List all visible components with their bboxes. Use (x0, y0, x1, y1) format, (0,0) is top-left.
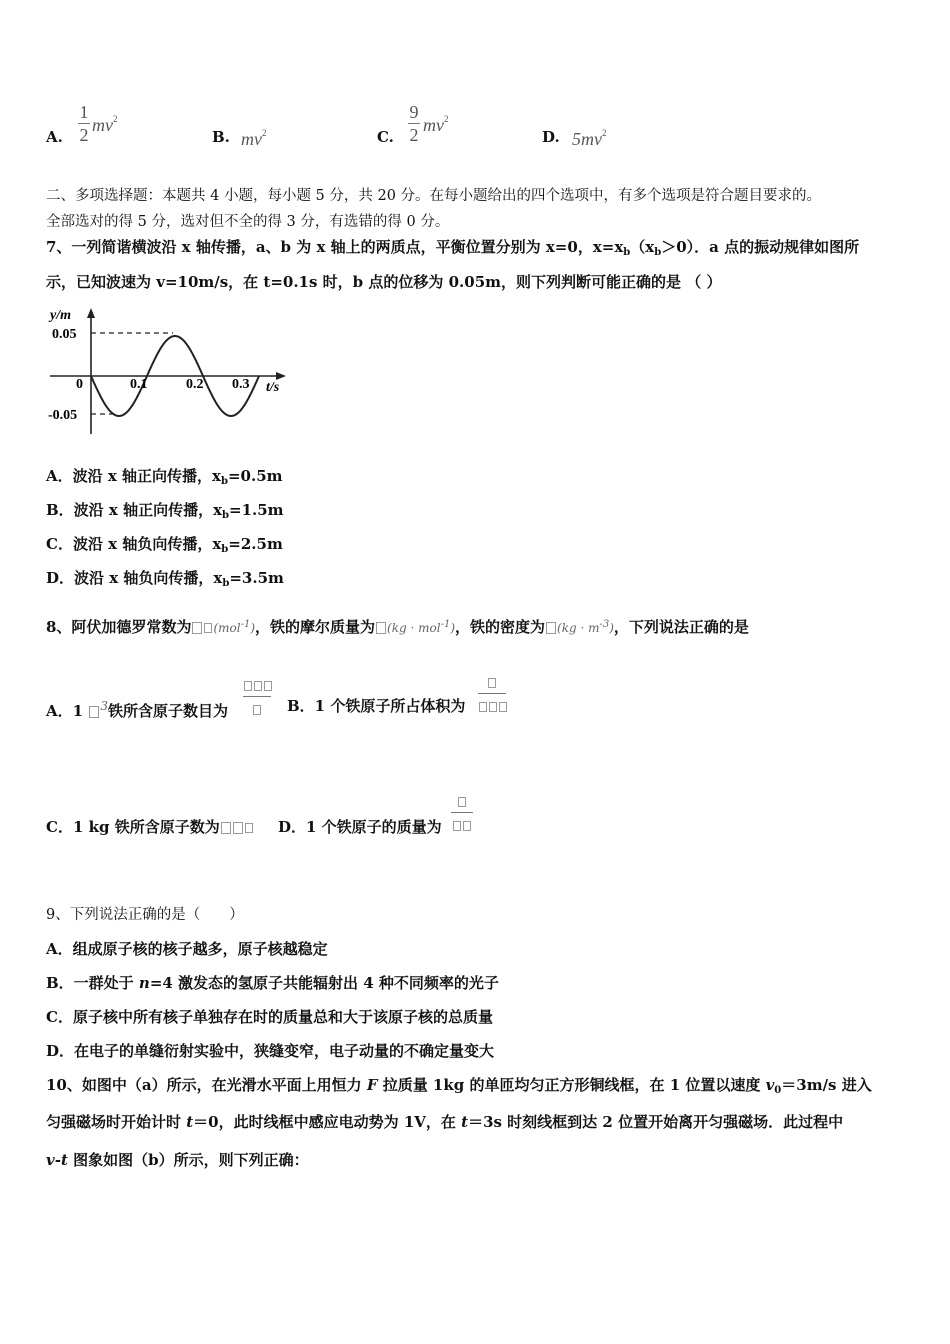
q10-line1: 10、如图中（a）所示，在光滑水平面上用恒力 F 拉质量 1kg 的单匝均匀正方形铜线框，在 1 位置以速度 $v_0=3m/s$ 进入 (46, 1076, 872, 1096)
q9-option-c: C．原子核中所有核子单独存在时的质量总和大于该原子核的总质量 (46, 1008, 493, 1026)
q9-option-a: A．组成原子核的核子越多，原子核越稳定 (46, 940, 328, 958)
q8-stem: 8、阿伏加德罗常数为 (mol$^{-1}$)，铁的摩尔质量为 (kg · mol$^{-1}$)，铁的密度为 $(kg \cdot m^{-3})$，下列说法正确的是 (46, 618, 749, 636)
q7-option-b: B．波沿 x 轴正向传播，$x_b=1.5m$ (46, 501, 284, 521)
q6-option-b-letter: B. (212, 128, 230, 146)
q9-option-d: D．在电子的单缝衍射实验中，狭缝变窄，电子动量的不确定量变大 (46, 1042, 495, 1060)
q6-option-d-expr: $5mv^2$ (572, 128, 607, 149)
q8-option-d: D．1 个铁原子的质量为 (278, 818, 442, 836)
q10-line3: v-t 图象如图（b）所示，则下列正确： (46, 1151, 309, 1169)
q8-option-b: B．1 个铁原子所占体积为 (287, 697, 466, 715)
q7-oscillation-graph (44, 304, 294, 439)
origin-label: 0 (76, 377, 83, 392)
q8-option-a: A．1 $^3$铁所含原子数目为 (46, 699, 228, 720)
q9-stem: 9、下列说法正确的是（ ） (46, 907, 244, 923)
q7-option-d: D．波沿 x 轴负向传播，$x_b=3.5m$ (46, 569, 284, 589)
section2-line1: 二、多项选择题：本题共 4 小题，每小题 5 分，共 20 分。在每小题给出的四个选项中，有多个选项是符合题目要求的。 (46, 188, 822, 204)
q8-option-a-fraction (243, 675, 271, 718)
q6-option-a-letter: A. (46, 128, 63, 146)
section2-line2: 全部选对的得 5 分，选对但不全的得 3 分，有选错的得 0 分。 (46, 214, 450, 230)
x-tick-1: 0.1 (130, 377, 148, 392)
q7-option-c: C．波沿 x 轴负向传播，$x_b=2.5m$ (46, 535, 283, 555)
q6-option-c-expr: $mv^2$ (423, 114, 449, 135)
q6-option-a-fraction: 1 2 (79, 102, 89, 145)
q8-option-c: C．1 kg 铁所含原子数为 (46, 817, 254, 837)
y-axis-label: y/m (50, 308, 71, 323)
q8-option-d-fraction (451, 791, 473, 834)
q6-option-a-expr: $mv^2$ (92, 114, 118, 135)
q7-stem-line1: 7、一列简谐横波沿 x 轴传播，a、b 为 x 轴上的两质点，平衡位置分别为 x=0，$x=x_b(x_b>0)$．a 点的振动规律如图所 (46, 238, 860, 258)
q8-option-b-fraction (478, 672, 506, 715)
q7-option-a: A．波沿 x 轴正向传播，$x_b=0.5m$ (46, 467, 283, 487)
q6-option-d-letter: D. (542, 128, 560, 146)
y-axis-arrow (87, 308, 95, 318)
x-axis-label: t/s (266, 380, 280, 395)
q6-option-b-expr: $mv^2$ (241, 128, 267, 149)
y-tick-top: 0.05 (52, 327, 77, 342)
q7-stem-line2: 示，已知波速为 v=10m/s，在 t=0.1s 时，b 点的位移为 0.05m，则下列判断可能正确的是 （ ） (46, 273, 722, 291)
q6-option-c-letter: C. (377, 128, 394, 146)
q9-option-b: B．一群处于 n=4 激发态的氢原子共能辐射出 4 种不同频率的光子 (46, 974, 499, 992)
x-axis-arrow (276, 372, 286, 380)
y-tick-bottom: -0.05 (48, 408, 78, 423)
q10-line2: 匀强磁场时开始计时 t＝0，此时线框中感应电动势为 1V，在 t＝3s 时刻线框到达 2 位置开始离开匀强磁场．此过程中 (46, 1113, 844, 1131)
x-tick-2: 0.2 (186, 377, 204, 392)
x-tick-3: 0.3 (232, 377, 250, 392)
q6-option-c-fraction: 9 2 (409, 102, 419, 145)
